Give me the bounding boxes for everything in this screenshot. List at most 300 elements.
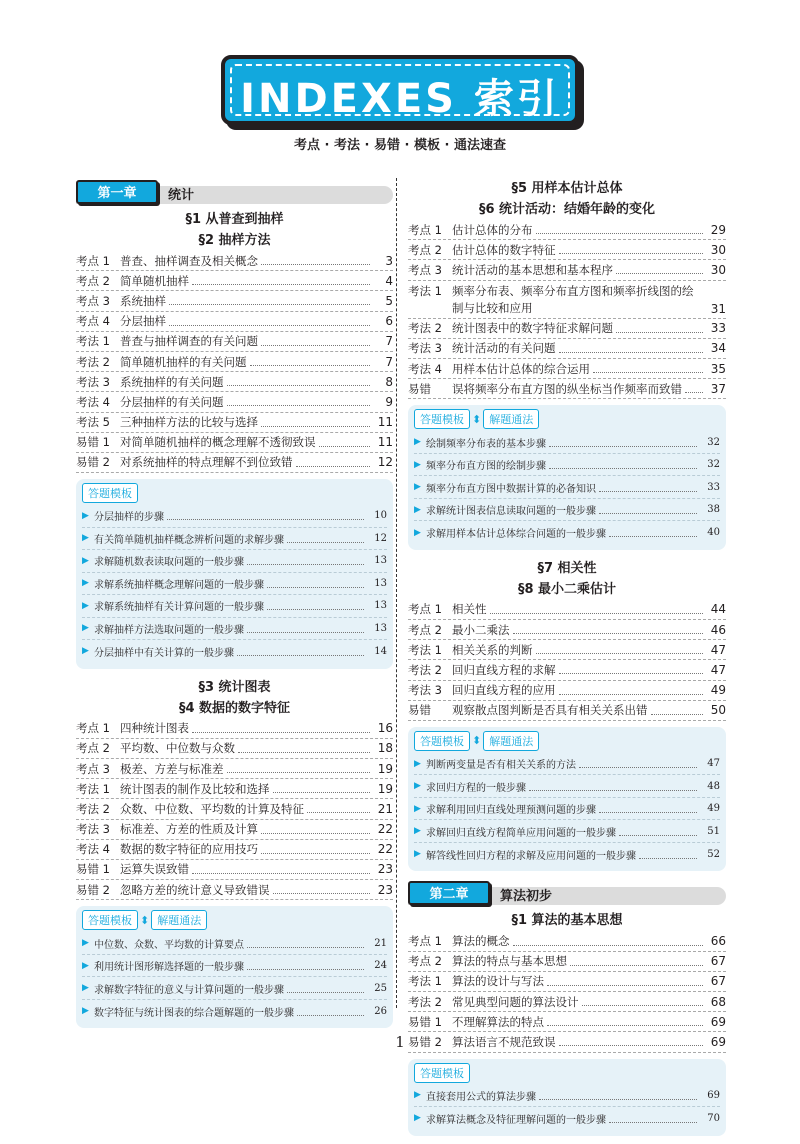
entry-page: 69 [710,1014,726,1029]
entry-label: 考法 2 [76,354,110,369]
entry-page: 67 [710,954,726,969]
template-page: 33 [707,481,720,493]
entry-label: 易错 2 [76,882,110,897]
entry-label: 考法 4 [76,842,110,857]
template-box [76,479,393,669]
triangle-bullet-icon: ▶ [82,983,89,993]
leader-dots [250,357,371,366]
template-text: 求解系统抽样概念理解问题的一般步骤 [94,579,264,591]
template-text: 利用统计图形解选择题的一般步骤 [94,962,244,973]
section-title: §3 统计图表 [198,679,271,695]
template-entry[interactable] [82,550,387,573]
leader-dots [169,296,370,305]
entry-page: 33 [710,321,726,336]
entry-page: 31 [710,301,726,316]
leader-dots [247,939,364,948]
entry-text: 普查、抽样调查及相关概念 [120,253,258,268]
entry-label: 考点 1 [408,934,442,949]
template-page: 52 [707,848,720,860]
entry-label: 考法 1 [408,642,442,657]
leader-dots [267,579,364,588]
leader-dots [237,647,364,656]
index-entry[interactable] [408,952,726,972]
leader-dots [319,438,371,447]
index-entry[interactable] [76,860,393,880]
entry-label: 考点 3 [76,761,110,776]
template-page: 32 [707,436,720,448]
entry-text: 系统抽样的有关问题 [120,374,224,389]
index-entry[interactable] [408,319,726,339]
entry-page: 67 [710,974,726,989]
template-box-header [414,1063,720,1083]
entry-label: 考法 3 [76,822,110,837]
page-number: 1 [395,1033,405,1051]
triangle-bullet-icon: ▶ [414,849,421,860]
template-text: 求解数字特征的意义与计算问题的一般步骤 [94,984,284,996]
template-page: 40 [707,527,720,539]
template-text: 有关简单随机抽样概念辨析问题的求解步骤 [94,534,284,546]
template-entry[interactable] [82,595,387,618]
index-entry[interactable] [76,312,393,332]
entry-page: 19 [377,761,393,776]
leader-dots [599,804,697,813]
chapter-title: 统计 [168,188,195,203]
template-page: 25 [374,982,387,994]
template-entry[interactable] [414,499,720,522]
entry-text: 统计图表中的数字特征求解问题 [452,321,613,336]
section-title: §5 用样本估计总体 [511,181,623,196]
index-entry[interactable] [76,840,393,860]
entry-page: 11 [377,415,393,430]
entry-label: 易错 1 [76,862,110,877]
leader-dots [559,665,704,674]
index-entry[interactable] [408,992,726,1012]
template-entry[interactable] [414,454,720,477]
triangle-bullet-icon: ▶ [82,578,89,589]
entry-label: 考法 3 [408,683,442,698]
entry-label: 考点 2 [76,273,110,288]
entry-text: 估计总体的分布 [452,222,533,237]
leader-dots [287,534,364,543]
template-page: 13 [374,622,387,634]
leader-dots [549,460,697,469]
section-title: §1 从普查到抽样 [185,212,284,227]
leader-dots [307,804,370,813]
template-box [408,727,726,872]
index-entry[interactable] [408,220,726,240]
template-entry[interactable] [82,528,387,551]
template-text: 求解抽样方法选取问题的一般步骤 [94,624,244,636]
leader-dots [529,782,697,791]
triangle-bullet-icon: ▶ [82,646,89,657]
entry-label: 考法 5 [76,415,110,430]
entry-label: 易错 2 [76,455,110,470]
template-entry[interactable] [414,1107,720,1130]
entry-label: 易错 1 [76,435,110,450]
leader-dots [261,845,370,854]
leader-dots [227,764,371,773]
entry-label: 考法 4 [76,394,110,409]
triangle-bullet-icon: ▶ [414,803,421,814]
triangle-bullet-icon: ▶ [82,510,89,521]
template-entry[interactable] [82,640,387,663]
entry-page: 29 [710,222,726,237]
leader-dots [238,744,370,753]
entry-text: 相关性 [452,602,487,617]
method-tag: 解题通法 [483,731,539,751]
index-entry[interactable] [408,379,726,399]
entry-page: 22 [377,822,393,837]
template-text: 求解利用回归直线处理预测问题的步骤 [426,805,596,817]
leader-dots [547,1017,703,1026]
leader-dots [247,624,364,633]
right-blocks [408,178,726,871]
index-entry[interactable] [408,240,726,260]
leader-dots [559,344,704,353]
chapter-header [408,879,726,907]
entry-text: 回归直线方程的应用 [452,683,556,698]
entry-text: 简单随机抽样 [120,273,189,288]
entry-page: 19 [377,781,393,796]
entry-text: 分层抽样的有关问题 [120,394,224,409]
triangle-bullet-icon: ▶ [82,960,89,971]
entry-label: 考法 1 [76,334,110,349]
entry-label: 考点 2 [408,954,442,969]
template-box-header [414,731,720,751]
index-entry[interactable] [76,759,393,779]
template-page: 48 [707,780,720,792]
entry-text: 数据的数字特征的应用技巧 [120,842,258,857]
triangle-bullet-icon: ▶ [82,555,89,566]
leader-dots [247,961,364,970]
index-entry[interactable] [408,600,726,620]
entry-text: 算法的设计与写法 [452,974,544,989]
template-entry[interactable] [414,775,720,798]
leader-dots [167,511,364,520]
entry-label: 考法 3 [408,341,442,356]
triangle-bullet-icon: ▶ [414,781,421,792]
template-entry[interactable] [82,955,387,978]
entry-text: 众数、中位数、平均数的计算及特征 [120,801,304,816]
section-title: §6 统计活动：结婚年龄的变化 [478,202,656,217]
entry-label: 易错 [408,703,431,718]
index-entry[interactable] [76,413,393,433]
entry-label: 考法 1 [76,781,110,796]
section-title: §7 相关性 [537,560,597,576]
template-page: 70 [707,1112,720,1124]
leader-dots [261,256,370,265]
leader-dots [273,784,371,793]
chapter2-block [408,910,726,1135]
template-entry[interactable] [414,521,720,544]
entry-label: 考法 4 [408,361,442,376]
triangle-bullet-icon: ▶ [414,826,421,837]
leader-dots [559,686,704,695]
template-entry[interactable] [82,932,387,955]
chapter-tag: 第二章 [408,881,490,905]
entry-text: 最小二乘法 [452,622,510,637]
template-text: 求解用样本估计总体综合问题的一般步骤 [426,529,606,541]
entry-text: 统计活动的有关问题 [452,341,556,356]
index-entry[interactable] [408,931,726,951]
leader-dots [547,977,703,986]
index-entry[interactable] [408,1012,726,1032]
entry-label: 考法 2 [408,662,442,677]
triangle-bullet-icon: ▶ [414,758,421,769]
entry-text: 对系统抽样的特点理解不到位致错 [120,455,293,470]
leader-dots [227,377,371,386]
leader-dots [267,601,364,610]
template-tag: 答题模板 [414,731,470,751]
entry-text: 频率分布表、频率分布直方图和频率折线图的绘制与比较和应用 [452,283,694,315]
template-page: 10 [374,510,387,522]
entry-label: 考法 2 [408,321,442,336]
entry-text: 标准差、方差的性质及计算 [120,822,258,837]
leader-dots [490,605,704,614]
index-entry[interactable] [76,271,393,291]
triangle-bullet-icon: ▶ [82,1006,89,1016]
index-entry[interactable] [76,372,393,392]
template-box-header [414,409,720,429]
index-entry[interactable] [408,339,726,359]
index-entry[interactable] [76,392,393,412]
index-entry[interactable] [408,620,726,640]
template-page: 47 [707,758,720,770]
index-entry[interactable] [76,820,393,840]
column-divider [396,178,397,1008]
template-text: 求解系统抽样有关计算问题的一般步骤 [94,602,264,614]
template-entry[interactable] [82,977,387,1000]
triangle-bullet-icon: ▶ [82,938,89,948]
chapter-header [76,178,393,206]
index-entry[interactable] [408,260,726,280]
template-entry[interactable] [414,843,720,866]
entry-page: 23 [377,862,393,877]
index-entry[interactable] [76,739,393,759]
leader-dots [536,645,704,654]
template-tag: 答题模板 [82,910,138,930]
triangle-bullet-icon: ▶ [414,504,421,515]
index-entry[interactable] [76,251,393,271]
double-arrow-icon: ⬍ [472,412,482,426]
entry-page: 7 [385,334,393,349]
entry-page: 21 [377,801,393,816]
template-page: 32 [707,459,720,471]
leader-dots [261,337,370,346]
index-banner [221,55,579,125]
entry-page: 8 [385,374,393,389]
template-page: 13 [374,577,387,589]
double-arrow-icon: ⬍ [140,913,150,927]
template-entry[interactable] [414,798,720,821]
leader-dots [582,997,704,1006]
template-entry[interactable] [414,476,720,499]
entry-page: 3 [385,253,393,268]
triangle-bullet-icon: ▶ [414,1113,421,1124]
entry-text: 用样本估计总体的综合运用 [452,361,590,376]
template-tag: 答题模板 [82,483,138,503]
template-text: 求解算法概念及特征理解问题的一般步骤 [426,1114,606,1126]
template-box [408,405,726,550]
entry-text: 相关关系的判断 [452,642,533,657]
leader-dots [609,528,697,537]
section-title: §1 算法的基本思想 [511,913,623,929]
leader-dots [599,505,697,514]
entry-label: 考法 1 [408,283,442,298]
entry-text: 三种抽样方法的比较与选择 [120,415,258,430]
leader-dots [247,556,364,565]
chapter-tag: 第一章 [76,180,158,204]
index-entry[interactable] [76,779,393,799]
index-entry[interactable] [408,681,726,701]
template-text: 求回归方程的一般步骤 [426,782,526,794]
leader-dots [593,364,703,373]
template-page: 12 [374,532,387,544]
method-tag: 解题通法 [151,910,207,930]
leader-dots [609,1114,697,1123]
entry-label: 考点 4 [76,314,110,329]
leader-dots [513,937,704,946]
entry-label: 考法 2 [408,994,442,1009]
index-entry[interactable] [408,281,726,319]
section-title: §4 数据的数字特征 [178,700,291,716]
left-blocks [76,209,393,1028]
entry-page: 49 [710,683,726,698]
leader-dots [192,724,370,733]
entry-label: 考点 2 [408,622,442,637]
entry-label: 考点 2 [76,741,110,756]
entry-page: 37 [710,381,726,396]
triangle-bullet-icon: ▶ [82,533,89,544]
index-entry[interactable] [76,799,393,819]
entry-text: 回归直线方程的求解 [452,662,556,677]
entry-page: 47 [710,642,726,657]
index-entry[interactable] [408,359,726,379]
entry-page: 30 [710,262,726,277]
template-text: 绘制频率分布表的基本步骤 [426,438,546,450]
entry-text: 算法的概念 [452,934,510,949]
template-text: 求解回归直线方程简单应用问题的一般步骤 [426,827,616,839]
template-text: 判断两变量是否有相关关系的方法 [426,760,576,772]
entry-text: 运算失误致错 [120,862,189,877]
template-entry[interactable] [82,618,387,641]
leader-dots [261,418,370,427]
triangle-bullet-icon: ▶ [414,1090,421,1101]
template-page: 26 [374,1005,387,1017]
leader-dots [227,397,371,406]
template-entry[interactable] [414,1085,720,1108]
entry-label: 考法 2 [76,801,110,816]
leader-dots [599,483,697,492]
index-entry[interactable] [76,352,393,372]
entry-page: 5 [385,293,393,308]
entry-text: 分层抽样 [120,314,166,329]
entry-text: 极差、方差与标准差 [120,761,224,776]
entry-label: 考点 1 [76,721,110,736]
leader-dots [539,1091,697,1100]
template-entry[interactable] [414,431,720,454]
template-entry[interactable] [82,505,387,528]
index-entry[interactable] [408,701,726,721]
template-page: 69 [707,1089,720,1101]
template-text: 直接套用公式的算法步骤 [426,1091,536,1103]
leader-dots [192,276,370,285]
template-page: 24 [374,960,387,971]
template-entry[interactable] [414,753,720,776]
entry-page: 16 [377,721,393,736]
template-box-header [82,910,387,930]
entry-text: 误将频率分布直方图的纵坐标当作频率而致错 [452,381,682,396]
entry-text: 系统抽样 [120,293,166,308]
entry-text: 四种统计图表 [120,721,189,736]
right-column [408,178,726,1144]
entry-text: 简单随机抽样的有关问题 [120,354,247,369]
template-page: 49 [707,803,720,815]
index-entry[interactable] [76,433,393,453]
template-entry[interactable] [82,1000,387,1023]
index-entry[interactable] [76,453,393,473]
entry-text: 常见典型问题的算法设计 [452,994,579,1009]
leader-dots [549,438,697,447]
entry-page: 34 [710,341,726,356]
index-entry[interactable] [76,880,393,900]
leader-dots [513,625,704,634]
template-box [408,1059,726,1136]
entry-page: 9 [385,394,393,409]
chapter-title: 算法初步 [500,889,553,905]
template-entry[interactable] [82,573,387,596]
index-entry[interactable] [76,291,393,311]
index-entry[interactable] [76,719,393,739]
entry-label: 考点 1 [76,253,110,268]
template-box-header [82,483,387,503]
template-entry[interactable] [414,820,720,843]
leader-dots [570,957,703,966]
entry-page: 35 [710,361,726,376]
leader-dots [273,885,371,894]
template-text: 数字特征与统计图表的综合题解题的一般步骤 [94,1007,294,1019]
entry-text: 观察散点图判断是否具有相关关系出错 [452,703,648,718]
entry-page: 22 [377,842,393,857]
template-text: 中位数、众数、平均数的计算要点 [94,939,244,951]
leader-dots [685,384,703,393]
template-page: 51 [707,825,720,837]
double-arrow-icon: ⬍ [472,734,482,748]
template-page: 14 [374,645,387,657]
section-title: §2 抽样方法 [198,233,271,248]
leader-dots [559,245,704,254]
index-entry[interactable] [408,660,726,680]
triangle-bullet-icon: ▶ [414,527,421,538]
entry-page: 4 [385,273,393,288]
index-entry[interactable] [76,332,393,352]
banner-title: INDEXES 索引 [240,76,560,122]
entry-text: 统计图表的制作及比较和选择 [120,781,270,796]
section-title: §8 最小二乘估计 [517,581,617,597]
template-tag: 答题模板 [414,409,470,429]
entry-page: 50 [710,703,726,718]
entry-page: 7 [385,354,393,369]
entry-page: 44 [710,602,726,617]
entry-page: 47 [710,662,726,677]
index-entry[interactable] [408,972,726,992]
entry-label: 考点 2 [408,242,442,257]
leader-dots [619,827,697,836]
index-entry[interactable] [408,640,726,660]
triangle-bullet-icon: ▶ [414,459,421,470]
entry-page: 66 [710,934,726,949]
entry-page: 11 [377,435,393,450]
